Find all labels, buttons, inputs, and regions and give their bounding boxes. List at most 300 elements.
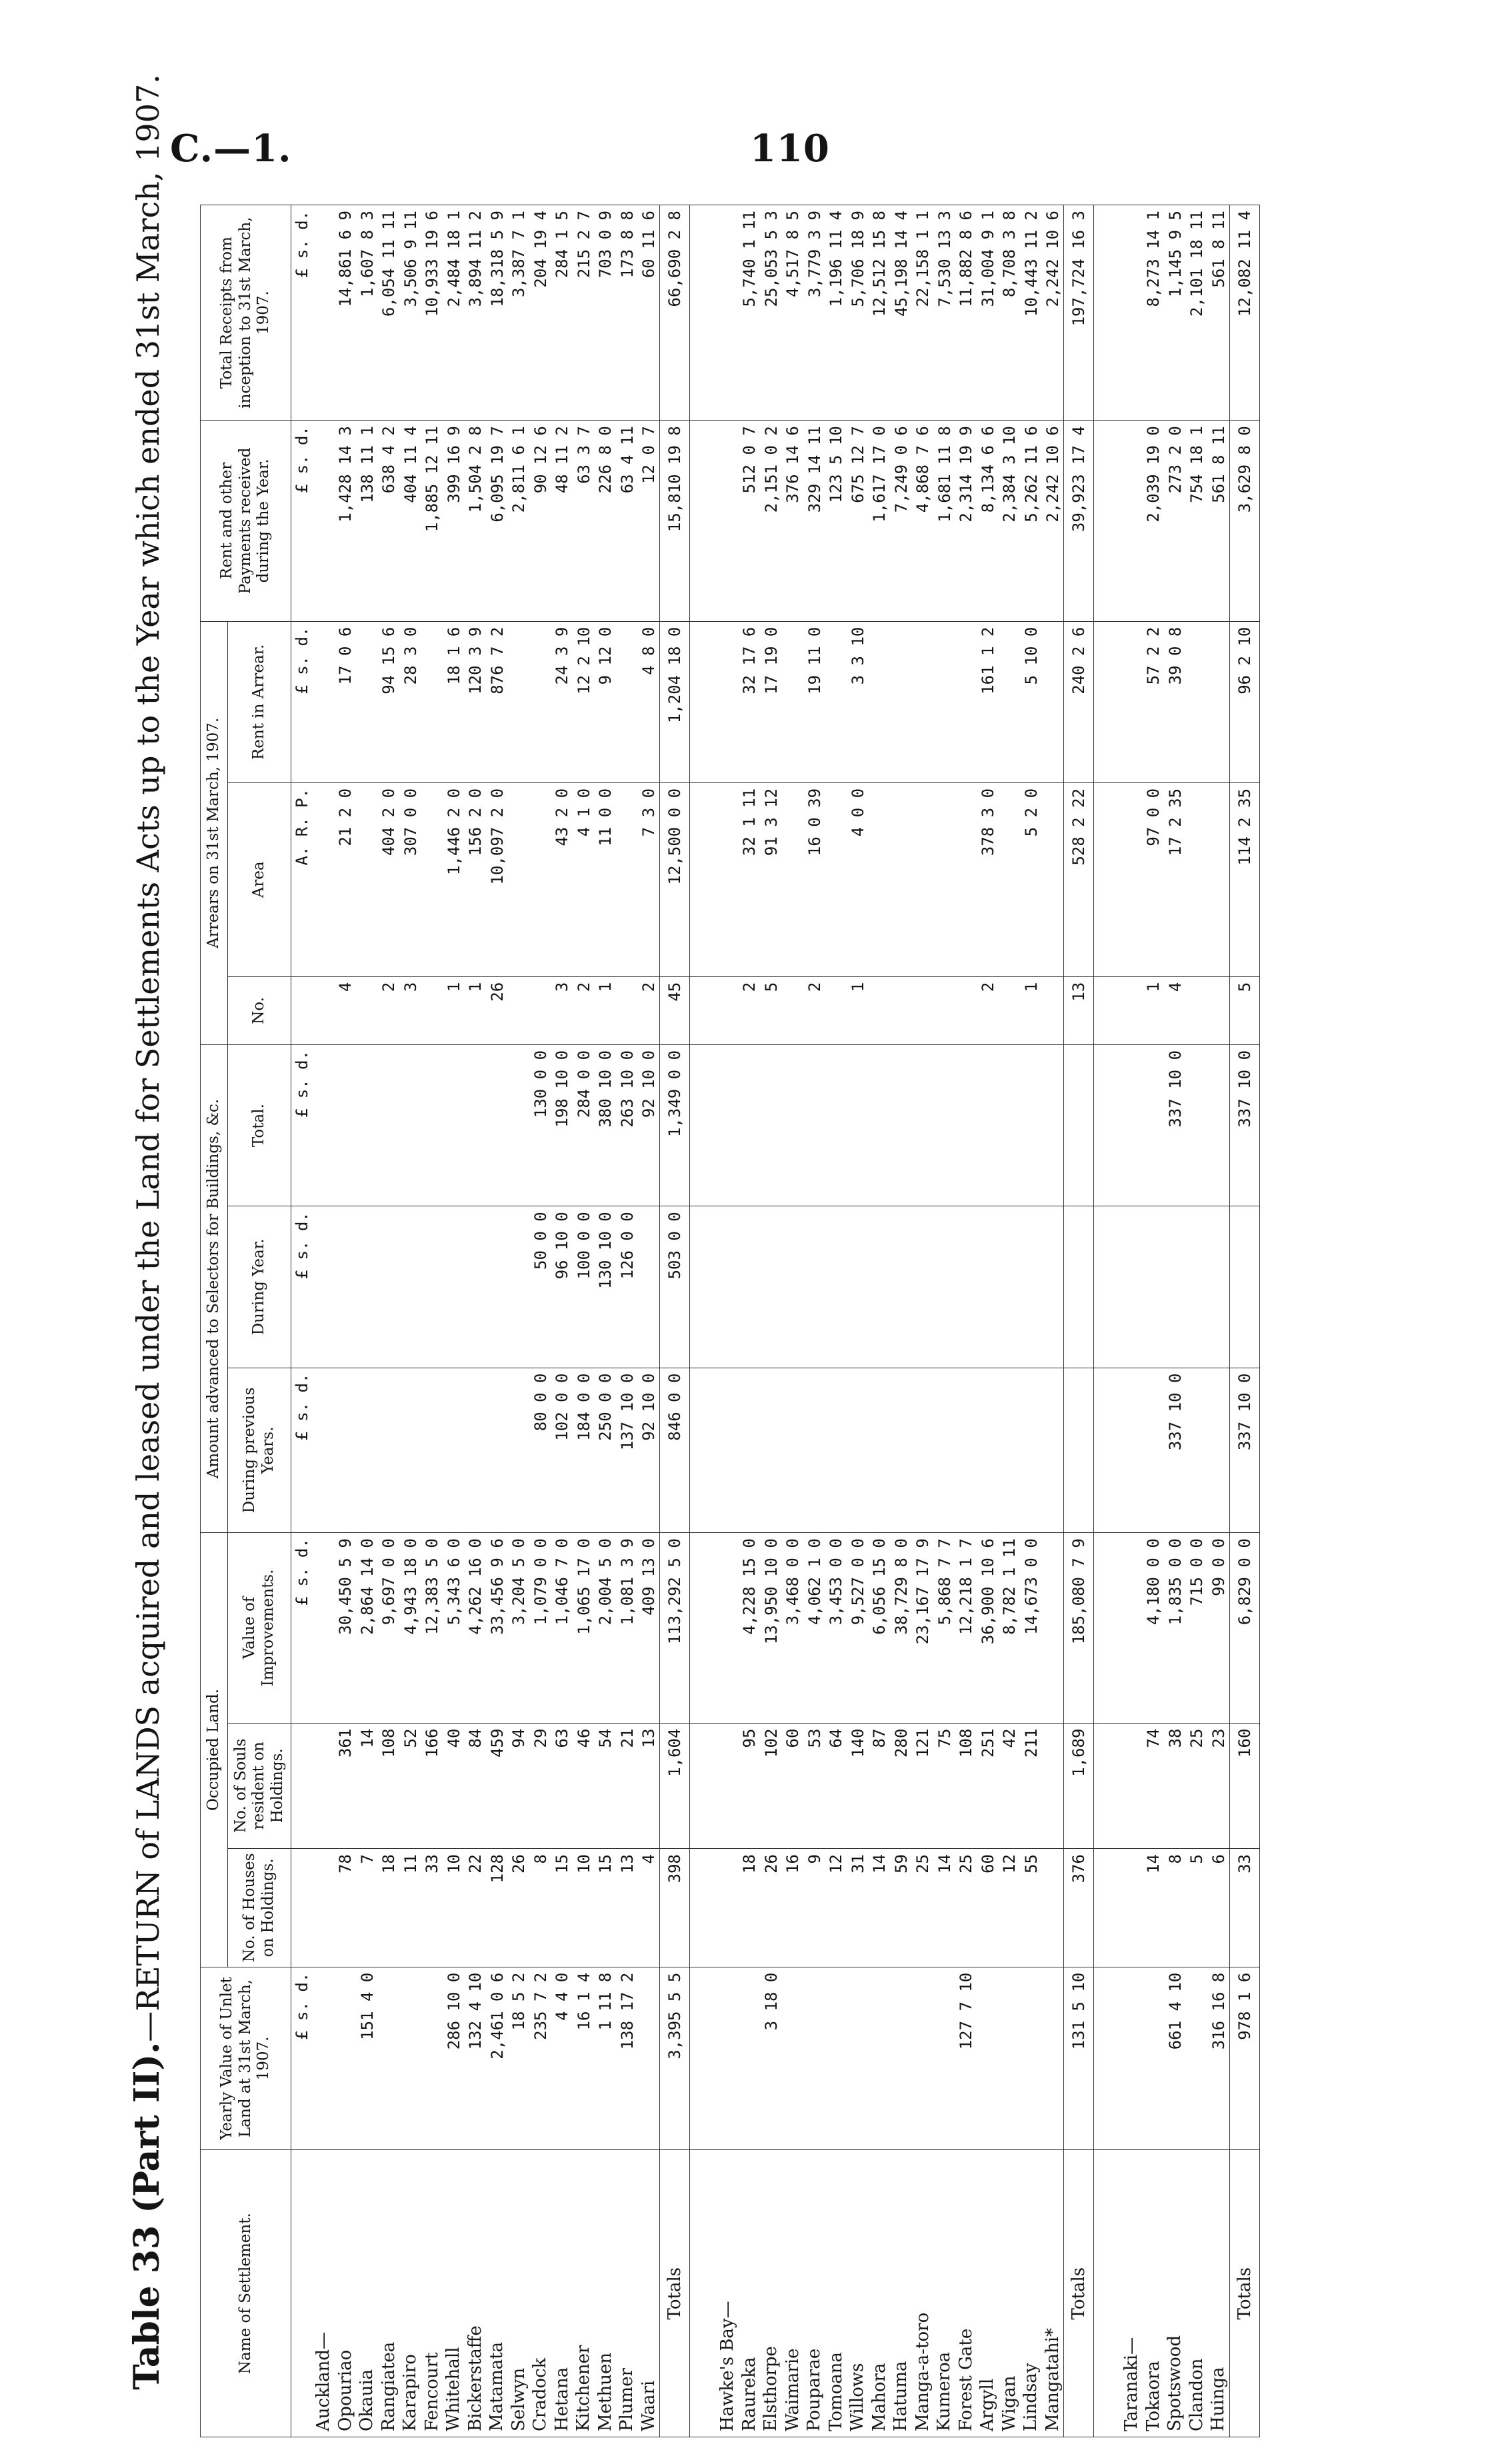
table-row [465,205,487,2437]
table-row [999,205,1021,2437]
arrears-area-cell [999,782,1021,976]
col-header-improvements: Value of Improvements. [227,1533,291,1723]
souls-cell: 87 [869,1723,891,1848]
arrears-no-cell: 45 [660,976,690,1044]
souls-cell: 211 [1020,1723,1042,1848]
adv-total-cell [378,1044,400,1206]
houses-cell: 22 [465,1849,487,1967]
arrears-area-cell: 4 0 0 [847,782,869,976]
souls-cell: 29 [529,1723,551,1848]
adv-total-cell [912,1044,934,1206]
total-receipts-cell: 2,484 18 1 [443,205,465,421]
unit-cell: £ s. d. [291,1044,313,1206]
yearly-value-cell [378,1967,400,2150]
souls-cell: 13 [638,1723,660,1848]
adv-year-cell [847,1206,869,1368]
total-receipts-cell: 2,101 18 11 [1186,205,1208,421]
settlement-name-cell: Mangatahi* [1042,2150,1064,2437]
arrears-area-cell: 4 1 0 [573,782,595,976]
page-number: 110 [750,127,830,171]
arrears-area-cell [690,782,717,976]
settlement-name-cell: Totals [1064,2150,1094,2437]
adv-year-cell [1020,1206,1042,1368]
unit-cell: £ s. d. [291,1206,313,1368]
adv-previous-cell: 337 10 0 [1164,1368,1186,1533]
settlement-name-cell: Hatuma [890,2150,912,2437]
yearly-value-cell [890,1967,912,2150]
adv-year-cell: 50 0 0 [529,1206,551,1368]
houses-cell [1121,1849,1143,1967]
adv-previous-cell: 102 0 0 [551,1368,573,1533]
houses-cell: 18 [739,1849,761,1967]
arrears-no-cell [1094,976,1121,1044]
adv-previous-cell [690,1368,717,1533]
total-receipts-cell: 12,512 15 8 [869,205,891,421]
adv-total-cell: 130 0 0 [529,1044,551,1206]
souls-cell [1042,1723,1064,1848]
settlement-name-cell: Karapiro [399,2150,421,2437]
table-title [127,0,167,2464]
adv-previous-cell: 80 0 0 [529,1368,551,1533]
total-receipts-cell: 703 0 9 [595,205,617,421]
region-row [1121,205,1143,2437]
adv-year-cell [1229,1206,1259,1368]
rent-other-cell: 123 5 10 [825,421,847,622]
souls-cell: 23 [1207,1723,1229,1848]
adv-previous-cell [313,1368,335,1533]
adv-total-cell [508,1044,530,1206]
rent-other-cell: 8,134 6 6 [977,421,999,622]
settlement-name-cell: Pouparae [803,2150,825,2437]
total-receipts-cell: 18,318 5 9 [486,205,508,421]
improvements-cell: 12,383 5 0 [421,1533,443,1723]
total-receipts-cell [717,205,739,421]
settlement-name-cell: Kitchener [573,2150,595,2437]
souls-cell: 102 [760,1723,782,1848]
arrears-no-cell [529,976,551,1044]
adv-previous-cell: 92 10 0 [638,1368,660,1533]
rent-other-cell: 638 4 2 [378,421,400,622]
arrears-no-cell [1121,976,1143,1044]
arrears-no-cell: 1 [443,976,465,1044]
improvements-cell: 2,864 14 0 [356,1533,378,1723]
region-row [717,205,739,2437]
improvements-cell: 38,729 8 0 [890,1533,912,1723]
adv-total-cell [443,1044,465,1206]
rent-other-cell [1094,421,1121,622]
adv-previous-cell [760,1368,782,1533]
arrears-area-cell: 5 2 0 [1020,782,1042,976]
total-receipts-cell: 1,196 11 4 [825,205,847,421]
houses-cell: 26 [760,1849,782,1967]
improvements-cell: 9,697 0 0 [378,1533,400,1723]
souls-cell [1094,1723,1121,1848]
rent-arrear-cell: 120 3 9 [465,621,487,782]
rent-other-cell: 273 2 0 [1164,421,1186,622]
houses-cell: 5 [1186,1849,1208,1967]
adv-previous-cell [486,1368,508,1533]
total-receipts-cell: 45,198 14 4 [890,205,912,421]
table-row [335,205,357,2437]
rent-arrear-cell [1207,621,1229,782]
settlement-name-cell: Lindsay [1020,2150,1042,2437]
yearly-value-cell [1094,1967,1121,2150]
rent-other-cell: 5,262 11 6 [1020,421,1042,622]
rent-other-cell: 329 14 11 [803,421,825,622]
houses-cell [313,1849,335,1967]
yearly-value-cell: 3 18 0 [760,1967,782,2150]
houses-cell: 10 [573,1849,595,1967]
arrears-area-cell: 10,097 2 0 [486,782,508,976]
souls-cell: 60 [782,1723,804,1848]
table-row [529,205,551,2437]
settlement-name-cell: Forest Gate [955,2150,977,2437]
adv-total-cell: 263 10 0 [616,1044,638,1206]
improvements-cell [1042,1533,1064,1723]
houses-cell: 33 [421,1849,443,1967]
rent-other-cell: 138 11 1 [356,421,378,622]
adv-total-cell [1143,1044,1165,1206]
yearly-value-cell: 235 7 2 [529,1967,551,2150]
houses-cell: 18 [378,1849,400,1967]
improvements-cell: 185,080 7 9 [1064,1533,1094,1723]
yearly-value-cell: 138 17 2 [616,1967,638,2150]
souls-cell: 121 [912,1723,934,1848]
table-row [508,205,530,2437]
houses-cell: 14 [869,1849,891,1967]
adv-previous-cell [825,1368,847,1533]
houses-cell: 6 [1207,1849,1229,1967]
adv-year-cell [638,1206,660,1368]
improvements-cell [1121,1533,1143,1723]
total-receipts-cell: 66,690 2 8 [660,205,690,421]
improvements-cell: 9,527 0 0 [847,1533,869,1723]
arrears-area-cell [1042,782,1064,976]
adv-previous-cell [803,1368,825,1533]
col-header-adv-total: Total. [227,1044,291,1206]
adv-previous-cell [399,1368,421,1533]
table-row [782,205,804,2437]
total-receipts-cell: 561 8 11 [1207,205,1229,421]
rent-arrear-cell [955,621,977,782]
adv-year-cell [465,1206,487,1368]
adv-previous-cell [1143,1368,1165,1533]
souls-cell: 108 [955,1723,977,1848]
improvements-cell: 4,180 0 0 [1143,1533,1165,1723]
table-row [760,205,782,2437]
adv-previous-cell [335,1368,357,1533]
adv-total-cell: 337 10 0 [1229,1044,1259,1206]
improvements-cell [717,1533,739,1723]
rent-arrear-cell [890,621,912,782]
adv-total-cell [1042,1044,1064,1206]
adv-year-cell: 503 0 0 [660,1206,690,1368]
adv-year-cell [717,1206,739,1368]
souls-cell: 21 [616,1723,638,1848]
improvements-cell: 3,204 5 0 [508,1533,530,1723]
houses-cell: 59 [890,1849,912,1967]
yearly-value-cell: 151 4 0 [356,1967,378,2150]
adv-previous-cell [465,1368,487,1533]
souls-cell: 1,689 [1064,1723,1094,1848]
adv-total-cell: 380 10 0 [595,1044,617,1206]
rent-other-cell: 48 11 2 [551,421,573,622]
settlement-name-cell: Argyll [977,2150,999,2437]
total-receipts-cell: 7,530 13 3 [933,205,955,421]
rent-other-cell: 63 3 7 [573,421,595,622]
souls-cell: 25 [1186,1723,1208,1848]
unit-cell: £ s. d. [291,1967,313,2150]
total-receipts-cell: 12,082 11 4 [1229,205,1259,421]
settlement-name-cell: Manga-a-toro [912,2150,934,2437]
total-receipts-cell: 1,607 8 3 [356,205,378,421]
totals-row [1229,205,1259,2437]
adv-previous-cell [912,1368,934,1533]
arrears-area-cell [1207,782,1229,976]
souls-cell: 40 [443,1723,465,1848]
arrears-no-cell [1186,976,1208,1044]
col-header-name: Name of Settlement. [201,2150,291,2437]
souls-cell: 54 [595,1723,617,1848]
unit-cell: £ s. d. [291,621,313,782]
adv-previous-cell [1207,1368,1229,1533]
houses-cell: 13 [616,1849,638,1967]
rent-other-cell: 1,885 12 11 [421,421,443,622]
unit-cell: A. R. P. [291,782,313,976]
souls-cell: 42 [999,1723,1021,1848]
adv-year-cell: 126 0 0 [616,1206,638,1368]
improvements-cell: 4,943 18 0 [399,1533,421,1723]
yearly-value-cell: 661 4 10 [1164,1967,1186,2150]
total-receipts-cell: 8,708 3 8 [999,205,1021,421]
adv-total-cell [933,1044,955,1206]
improvements-cell: 1,079 0 0 [529,1533,551,1723]
rent-arrear-cell: 28 3 0 [399,621,421,782]
houses-cell: 8 [1164,1849,1186,1967]
adv-previous-cell [739,1368,761,1533]
souls-cell: 160 [1229,1723,1259,1848]
total-receipts-cell: 2,242 10 6 [1042,205,1064,421]
adv-year-cell [1164,1206,1186,1368]
rent-arrear-cell [690,621,717,782]
arrears-area-cell [825,782,847,976]
adv-total-cell [1121,1044,1143,1206]
yearly-value-cell: 978 1 6 [1229,1967,1259,2150]
arrears-no-cell: 2 [803,976,825,1044]
arrears-no-cell [616,976,638,1044]
adv-previous-cell [443,1368,465,1533]
arrears-no-cell [999,976,1021,1044]
yearly-value-cell: 132 4 10 [465,1967,487,2150]
rent-arrear-cell [616,621,638,782]
col-header-adv-year: During Year. [227,1206,291,1368]
rent-other-cell: 512 0 7 [739,421,761,622]
yearly-value-cell [782,1967,804,2150]
adv-year-cell [782,1206,804,1368]
total-receipts-cell: 204 19 4 [529,205,551,421]
yearly-value-cell: 1 11 8 [595,1967,617,2150]
table-row [869,205,891,2437]
total-receipts-cell: 197,724 16 3 [1064,205,1094,421]
adv-total-cell [782,1044,804,1206]
rent-arrear-cell [1094,621,1121,782]
houses-cell: 78 [335,1849,357,1967]
adv-year-cell [486,1206,508,1368]
improvements-cell: 1,081 3 9 [616,1533,638,1723]
adv-previous-cell: 337 10 0 [1229,1368,1259,1533]
houses-cell: 10 [443,1849,465,1967]
souls-cell: 459 [486,1723,508,1848]
yearly-value-cell [977,1967,999,2150]
adv-year-cell [869,1206,891,1368]
adv-year-cell [1064,1206,1094,1368]
rent-other-cell: 90 12 6 [529,421,551,622]
adv-total-cell [1020,1044,1042,1206]
unit-cell: £ s. d. [291,1533,313,1723]
improvements-cell: 99 0 0 [1207,1533,1229,1723]
yearly-value-cell [933,1967,955,2150]
adv-year-cell [421,1206,443,1368]
rent-arrear-cell [421,621,443,782]
rent-other-cell: 39,923 17 4 [1064,421,1094,622]
adv-previous-cell [977,1368,999,1533]
col-header-total-receipts: Total Receipts from inception to 31st March, 1907. [201,205,291,421]
arrears-area-cell: 307 0 0 [399,782,421,976]
adv-previous-cell: 184 0 0 [573,1368,595,1533]
adv-total-cell [486,1044,508,1206]
arrears-no-cell: 4 [335,976,357,1044]
yearly-value-cell [1143,1967,1165,2150]
settlement-name-cell: Clandon [1186,2150,1208,2437]
arrears-area-cell: 1,446 2 0 [443,782,465,976]
arrears-area-cell [869,782,891,976]
rent-arrear-cell [1186,621,1208,782]
total-receipts-cell: 10,443 11 2 [1020,205,1042,421]
houses-cell: 31 [847,1849,869,1967]
rent-arrear-cell [529,621,551,782]
adv-year-cell [378,1206,400,1368]
houses-cell: 7 [356,1849,378,1967]
arrears-no-cell [869,976,891,1044]
table-row [616,205,638,2437]
arrears-no-cell [356,976,378,1044]
table-row [933,205,955,2437]
units-cell-name [291,2150,313,2437]
table-title-main: Table 33 (Part II). [127,2041,167,2390]
arrears-area-cell: 17 2 35 [1164,782,1186,976]
total-receipts-cell: 3,779 3 9 [803,205,825,421]
settlement-name-cell: Whitehall [443,2150,465,2437]
total-receipts-cell [313,205,335,421]
arrears-area-cell [616,782,638,976]
yearly-value-cell: 3,395 5 5 [660,1967,690,2150]
adv-year-cell [1042,1206,1064,1368]
adv-previous-cell [1064,1368,1094,1533]
rent-arrear-cell [782,621,804,782]
adv-total-cell [1094,1044,1121,1206]
arrears-area-cell: 12,500 0 0 [660,782,690,976]
settlement-name-cell: Elsthorpe [760,2150,782,2437]
souls-cell: 166 [421,1723,443,1848]
souls-cell: 52 [399,1723,421,1848]
col-header-occupied: Occupied Land. [201,1533,228,1967]
arrears-area-cell [912,782,934,976]
settlement-name-cell: Raureka [739,2150,761,2437]
total-receipts-cell: 31,004 9 1 [977,205,999,421]
page-code: C.—1. [170,127,292,171]
rent-arrear-cell [508,621,530,782]
rent-other-cell: 6,095 19 7 [486,421,508,622]
arrears-area-cell: 7 3 0 [638,782,660,976]
improvements-cell [1094,1533,1121,1723]
yearly-value-cell [999,1967,1021,2150]
improvements-cell: 3,468 0 0 [782,1533,804,1723]
yearly-value-cell: 286 10 0 [443,1967,465,2150]
souls-cell: 84 [465,1723,487,1848]
adv-previous-cell [1186,1368,1208,1533]
rent-other-cell: 3,629 8 0 [1229,421,1259,622]
adv-previous-cell [356,1368,378,1533]
souls-cell: 14 [356,1723,378,1848]
table-row [551,205,573,2437]
improvements-cell: 36,900 10 6 [977,1533,999,1723]
houses-cell: 15 [595,1849,617,1967]
arrears-no-cell [1042,976,1064,1044]
arrears-area-cell [782,782,804,976]
houses-cell: 55 [1020,1849,1042,1967]
table-row [1143,205,1165,2437]
settlement-name-cell: Waimarie [782,2150,804,2437]
col-header-souls: No. of Souls resident on Holdings. [227,1723,291,1848]
yearly-value-cell [335,1967,357,2150]
adv-year-cell [356,1206,378,1368]
table-row [638,205,660,2437]
rent-arrear-cell [912,621,934,782]
adv-total-cell [869,1044,891,1206]
rent-arrear-cell [356,621,378,782]
yearly-value-cell [421,1967,443,2150]
adv-previous-cell [782,1368,804,1533]
souls-cell: 140 [847,1723,869,1848]
souls-cell: 74 [1143,1723,1165,1848]
adv-year-cell: 96 10 0 [551,1206,573,1368]
souls-cell [717,1723,739,1848]
arrears-no-cell: 2 [638,976,660,1044]
adv-total-cell [1186,1044,1208,1206]
settlement-name-cell: Fencourt [421,2150,443,2437]
table-row [378,205,400,2437]
adv-previous-cell [869,1368,891,1533]
improvements-cell: 1,065 17 0 [573,1533,595,1723]
rent-other-cell: 2,039 19 0 [1143,421,1165,622]
souls-cell: 280 [890,1723,912,1848]
rent-other-cell: 675 12 7 [847,421,869,622]
arrears-no-cell [421,976,443,1044]
adv-total-cell: 284 0 0 [573,1044,595,1206]
rent-arrear-cell: 19 11 0 [803,621,825,782]
col-header-arrears-no: No. [227,976,291,1044]
rent-other-cell [313,421,335,622]
improvements-cell: 8,782 1 11 [999,1533,1021,1723]
houses-cell: 12 [825,1849,847,1967]
souls-cell [313,1723,335,1848]
adv-previous-cell [1094,1368,1121,1533]
rent-other-cell: 561 8 11 [1207,421,1229,622]
total-receipts-cell: 5,740 1 11 [739,205,761,421]
adv-total-cell [977,1044,999,1206]
rent-other-cell: 12 0 7 [638,421,660,622]
souls-cell: 53 [803,1723,825,1848]
